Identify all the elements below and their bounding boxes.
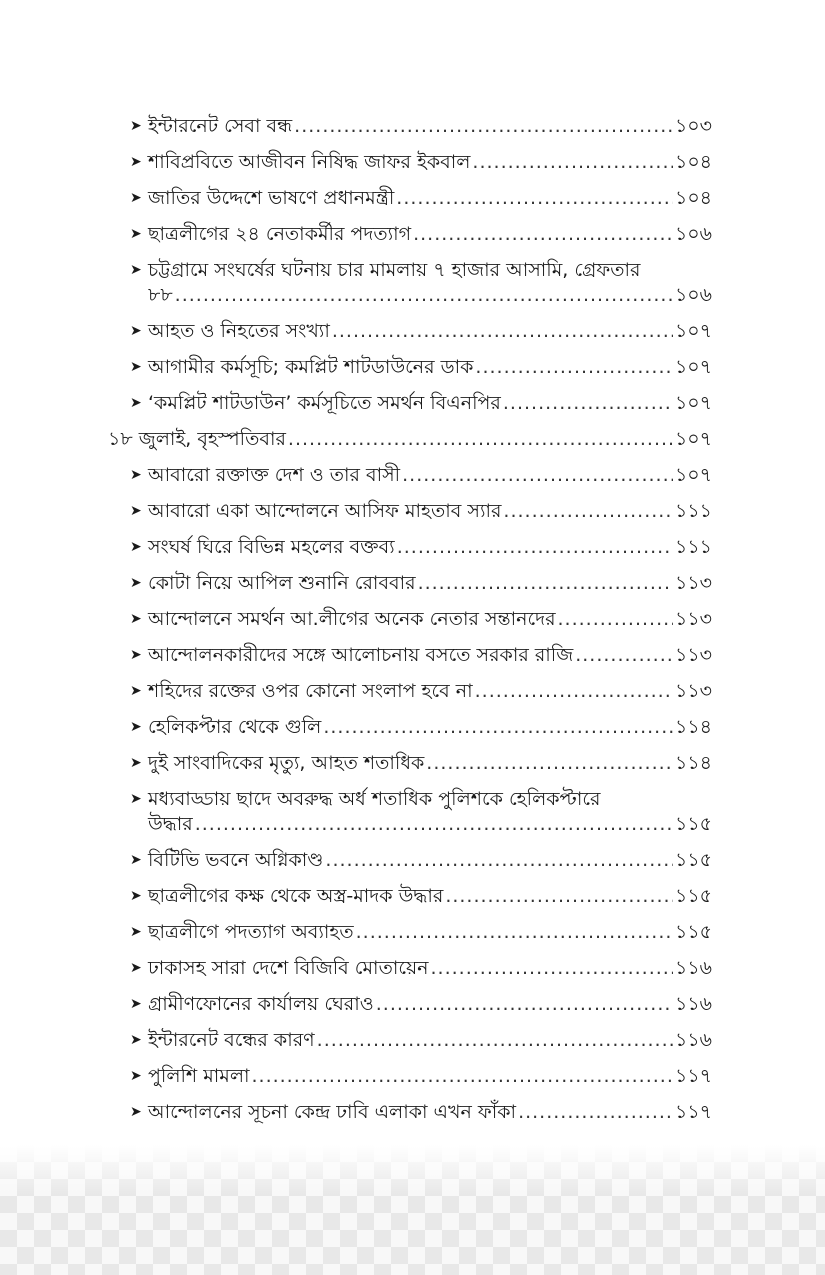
- arrow-bullet-icon: ➤: [130, 262, 142, 278]
- toc-entry[interactable]: [130, 848, 712, 873]
- toc-entry[interactable]: [130, 186, 712, 211]
- arrow-bullet-icon: ➤: [130, 467, 142, 483]
- table-of-contents: [108, 114, 712, 1136]
- toc-entry-title: চট্টগ্রামে সংঘর্ষের ঘটনায় চার মামলায় ৭ হাজার আসামি, গ্রেফতার: [148, 259, 641, 281]
- dot-leader: [356, 920, 673, 945]
- toc-entry[interactable]: [130, 499, 712, 524]
- toc-entry-page: ১১৫: [675, 885, 712, 907]
- arrow-bullet-icon: ➤: [130, 503, 142, 519]
- dot-leader: [332, 319, 673, 344]
- toc-entry-page: ১১৭: [674, 1101, 712, 1123]
- toc-entry-title: আন্দোলনের সূচনা কেন্দ্র ঢাবি এলাকা এখন ফাঁকা: [148, 1101, 517, 1123]
- toc-entry-page: ১০৬: [674, 223, 712, 245]
- toc-entry-page: ১০৬: [674, 284, 712, 306]
- toc-entry-page: ১১৬: [674, 1029, 712, 1051]
- toc-entry-title: আবারো একা আন্দোলনে আসিফ মাহতাব স্যার: [148, 500, 502, 522]
- toc-entry[interactable]: [130, 751, 712, 776]
- dot-leader: [251, 1064, 673, 1089]
- arrow-bullet-icon: ➤: [130, 611, 142, 627]
- toc-entry-title: ইন্টারনেট বন্ধের কারণ: [148, 1029, 315, 1051]
- dot-leader: [175, 283, 673, 308]
- toc-entry[interactable]: [130, 920, 712, 945]
- toc-entry[interactable]: [130, 992, 712, 1017]
- dot-leader: [503, 391, 673, 416]
- toc-entry-title: ছাত্রলীগে পদত্যাগ অব্যাহত: [148, 921, 354, 943]
- toc-entry[interactable]: [130, 787, 712, 837]
- toc-entry-title: সংঘর্ষ ঘিরে বিভিন্ন মহলের বক্তব্য: [148, 536, 395, 558]
- arrow-bullet-icon: ➤: [130, 118, 142, 134]
- dot-leader: [426, 751, 673, 776]
- toc-entry-page: ১১৩: [674, 608, 712, 630]
- toc-entry[interactable]: [130, 643, 712, 668]
- dot-leader: [396, 186, 673, 211]
- toc-entry-title: আন্দোলনে সমর্থন আ.লীগের অনেক নেতার সন্তানদের: [148, 608, 556, 630]
- arrow-bullet-icon: ➤: [130, 719, 142, 735]
- toc-entry-title: পুলিশি মামলা: [148, 1065, 250, 1087]
- arrow-bullet-icon: ➤: [130, 1068, 142, 1084]
- toc-entry-page: ১০৭: [674, 392, 712, 414]
- arrow-bullet-icon: ➤: [130, 154, 142, 170]
- toc-entry-page: ১১৫: [675, 921, 712, 943]
- toc-entry-page: ১১৩: [674, 644, 712, 666]
- dot-leader: [503, 499, 673, 524]
- arrow-bullet-icon: ➤: [130, 575, 142, 591]
- toc-entry[interactable]: [130, 1064, 712, 1089]
- dot-leader: [294, 114, 673, 139]
- toc-entry-page: ১১৫: [675, 813, 712, 835]
- toc-entry-title: শহিদের রক্তের ওপর কোনো সংলাপ হবে না: [148, 680, 473, 702]
- dot-leader: [431, 956, 673, 981]
- toc-entry-title: ঢাকাসহ সারা দেশে বিজিবি মোতায়েন: [148, 957, 429, 979]
- toc-entry-page: ১০৭: [674, 428, 712, 450]
- toc-entry[interactable]: [130, 319, 712, 344]
- dot-leader: [558, 607, 673, 632]
- toc-entry-page: ১০৭: [674, 464, 712, 486]
- toc-entry-page: ১০৭: [674, 356, 712, 378]
- toc-entry-title: আন্দোলনকারীদের সঙ্গে আলোচনায় বসতে সরকার রাজি: [148, 644, 574, 666]
- dot-leader: [376, 992, 673, 1017]
- toc-entry-title: গ্রামীণফোনের কার্যালয় ঘেরাও: [148, 993, 374, 1015]
- dot-leader: [445, 884, 673, 909]
- toc-entry-title: দুই সাংবাদিকের মৃত্যু, আহত শতাধিক: [148, 752, 425, 774]
- dot-leader: [418, 571, 673, 596]
- toc-entry-page: ১১১: [675, 536, 712, 558]
- arrow-bullet-icon: ➤: [130, 960, 142, 976]
- toc-section-title: ১৮ জুলাই, বৃহস্পতিবার: [108, 428, 286, 450]
- toc-entry[interactable]: [130, 222, 712, 247]
- toc-entry-page: ১১৩: [674, 680, 712, 702]
- toc-entry-title: আহত ও নিহতের সংখ্যা: [148, 320, 330, 342]
- dot-leader: [317, 1028, 673, 1053]
- toc-entry-title: ছাত্রলীগের ২৪ নেতাকর্মীর পদত্যাগ: [148, 223, 412, 245]
- toc-entry[interactable]: [130, 463, 712, 488]
- dot-leader: [195, 812, 673, 837]
- toc-entry-title: মধ্যবাড্ডায় ছাদে অবরুদ্ধ অর্ধ শতাধিক পুলিশকে হেলিকপ্টারে: [148, 788, 601, 810]
- toc-entry-page: ১১৪: [675, 716, 712, 738]
- arrow-bullet-icon: ➤: [130, 395, 142, 411]
- toc-entry-title: ইন্টারনেট সেবা বন্ধ: [148, 115, 293, 137]
- arrow-bullet-icon: ➤: [130, 359, 142, 375]
- toc-section-heading[interactable]: [108, 427, 712, 452]
- toc-entry[interactable]: [130, 715, 712, 740]
- dot-leader: [325, 848, 673, 873]
- dot-leader: [518, 1100, 673, 1125]
- arrow-bullet-icon: ➤: [130, 888, 142, 904]
- arrow-bullet-icon: ➤: [130, 755, 142, 771]
- arrow-bullet-icon: ➤: [130, 647, 142, 663]
- arrow-bullet-icon: ➤: [130, 226, 142, 242]
- toc-entry-page: ১১৭: [674, 1065, 712, 1087]
- arrow-bullet-icon: ➤: [130, 539, 142, 555]
- toc-entry-page: ১০৪: [674, 151, 712, 173]
- pattern-fade-overlay: [0, 1145, 825, 1195]
- toc-entry-page: ১০৭: [674, 320, 712, 342]
- arrow-bullet-icon: ➤: [130, 996, 142, 1012]
- arrow-bullet-icon: ➤: [130, 1104, 142, 1120]
- arrow-bullet-icon: ➤: [130, 924, 142, 940]
- dot-leader: [413, 222, 673, 247]
- toc-entry-title: আগামীর কর্মসূচি; কমপ্লিট শাটডাউনের ডাক: [148, 356, 474, 378]
- toc-entry-page: ১১৫: [675, 849, 712, 871]
- toc-entry-title: ‘কমপ্লিট শাটডাউন’ কর্মসূচিতে সমর্থন বিএনপির: [148, 392, 501, 414]
- arrow-bullet-icon: ➤: [130, 791, 142, 807]
- toc-entry[interactable]: [130, 258, 712, 308]
- toc-entry[interactable]: [130, 355, 712, 380]
- arrow-bullet-icon: ➤: [130, 1032, 142, 1048]
- toc-entry-title: হেলিকপ্টার থেকে গুলি: [148, 716, 322, 738]
- dot-leader: [472, 150, 673, 175]
- arrow-bullet-icon: ➤: [130, 190, 142, 206]
- dot-leader: [323, 715, 673, 740]
- toc-entry-title-continued: ৮৮: [148, 284, 173, 306]
- toc-entry-title: আবারো রক্তাক্ত দেশ ও তার বাসী: [148, 464, 401, 486]
- toc-entry[interactable]: [130, 956, 712, 981]
- arrow-bullet-icon: ➤: [130, 323, 142, 339]
- arrow-bullet-icon: ➤: [130, 683, 142, 699]
- toc-entry[interactable]: [130, 1028, 712, 1053]
- dot-leader: [397, 535, 673, 560]
- toc-entry-page: ১১৪: [675, 752, 712, 774]
- toc-entry-page: ১১৩: [674, 572, 712, 594]
- toc-entry[interactable]: [130, 535, 712, 560]
- toc-entry[interactable]: [130, 150, 712, 175]
- toc-entry-title: বিটিভি ভবনে অগ্নিকাণ্ড: [148, 849, 324, 871]
- dot-leader: [575, 643, 673, 668]
- toc-entry[interactable]: [130, 1100, 712, 1125]
- toc-entry-title-continued: উদ্ধার: [148, 813, 193, 835]
- dot-leader: [475, 355, 673, 380]
- toc-entry-page: ১১১: [675, 500, 712, 522]
- toc-entry-page: ১১৬: [674, 957, 712, 979]
- toc-entry-page: ১০৩: [674, 115, 712, 137]
- toc-entry-title: শাবিপ্রবিতে আজীবন নিষিদ্ধ জাফর ইকবাল: [148, 151, 471, 173]
- arrow-bullet-icon: ➤: [130, 852, 142, 868]
- dot-leader: [475, 679, 673, 704]
- toc-entry-title: কোটা নিয়ে আপিল শুনানি রোববার: [148, 572, 416, 594]
- toc-entry[interactable]: [130, 391, 712, 416]
- dot-leader: [402, 463, 673, 488]
- toc-entry[interactable]: [130, 679, 712, 704]
- toc-entry[interactable]: [130, 884, 712, 909]
- toc-entry[interactable]: [130, 114, 712, 139]
- toc-entry-page: ১০৪: [674, 187, 712, 209]
- toc-entry[interactable]: [130, 607, 712, 632]
- toc-entry-page: ১১৬: [674, 993, 712, 1015]
- toc-entry-title: ছাত্রলীগের কক্ষ থেকে অস্ত্র-মাদক উদ্ধার: [148, 885, 444, 907]
- toc-entry-title: জাতির উদ্দেশে ভাষণে প্রধানমন্ত্রী: [148, 187, 395, 209]
- dot-leader: [288, 427, 673, 452]
- toc-entry[interactable]: [130, 571, 712, 596]
